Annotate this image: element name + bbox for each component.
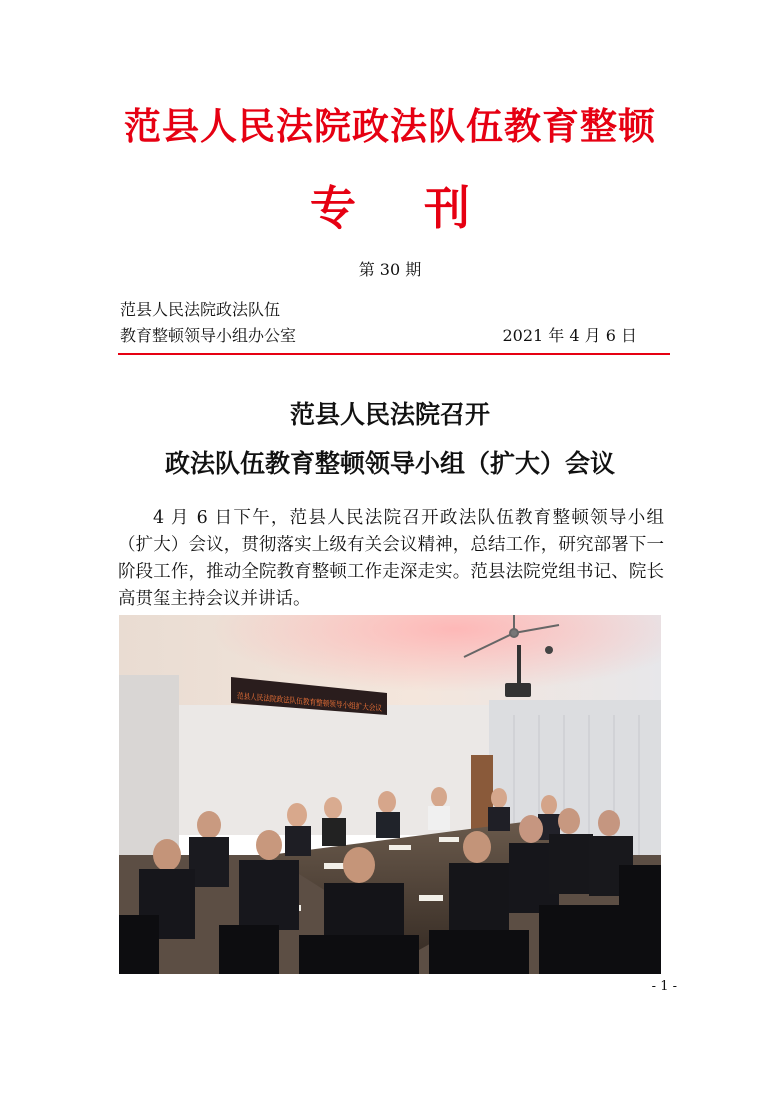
header-divider bbox=[118, 353, 670, 355]
page-number: - 1 - bbox=[651, 979, 677, 994]
article-body: 4 月 6 日下午，范县人民法院召开政法队伍教育整顿领导小组（扩大）会议，贯彻落实上级有关会议精神，总结工作，研究部署下一阶段工作，推动全院教育整顿工作走深走实。范县法院党组书记、院长高贯玺主持会议并讲话。 bbox=[118, 508, 664, 609]
photo-led-banner-text: 范县人民法院政法队伍教育整顿领导小组扩大会议 bbox=[237, 691, 413, 716]
photo-back-wall bbox=[179, 705, 509, 835]
special-issue-title: 专 刊 bbox=[309, 181, 496, 235]
issue-number: 第 30 期 bbox=[358, 260, 422, 279]
issuer-line-2: 教育整顿领导小组办公室 bbox=[120, 326, 297, 345]
issuer-line-1: 范县人民法院政法队伍 bbox=[120, 300, 281, 319]
masthead-title: 范县人民法院政法队伍教育整顿 bbox=[124, 104, 656, 148]
article-title-line-2: 政法队伍教育整顿领导小组（扩大）会议 bbox=[164, 449, 615, 478]
article-title-line-1: 范县人民法院召开 bbox=[289, 400, 490, 429]
meeting-photo bbox=[119, 615, 661, 974]
camera-icon bbox=[545, 646, 553, 654]
publish-date: 2021 年 4 月 6 日 bbox=[502, 326, 637, 345]
